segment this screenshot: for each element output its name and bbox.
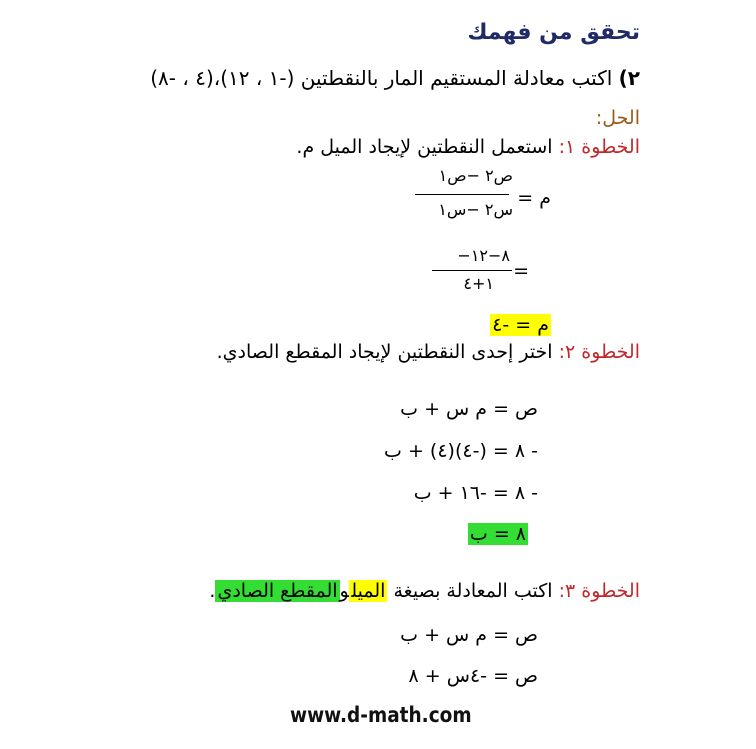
subst-denominator: ١+٤ [463,274,494,293]
intercept-word-highlight: المقطع الصادي [217,580,338,602]
step1-heading [296,136,640,158]
step3-heading [209,580,640,602]
step2-heading [217,341,640,363]
slope-lhs: م = [517,187,551,209]
step2-line-3: - ٨ = -١٦ + ب [413,482,538,504]
step3-connector: و [339,580,350,602]
step2-label: الخطوة ٢: [558,341,640,363]
slope-fraction-bar [415,194,509,195]
step2-text: اختر إحدى النقطتين لإيجاد المقطع الصادي. [216,341,553,363]
question-number: ٢) [618,66,640,90]
subst-numerator: −٨−١٢ [457,246,510,265]
question-text: اكتب معادلة المستقيم المار بالنقطتين (-١ ، ١٢)،(٤ ، -٨) [150,66,613,90]
step1-label: الخطوة ١: [558,136,640,158]
step3-line-2: ص = -٤س + ٨ [408,665,538,687]
slope-numerator: ص٢ −ص١ [438,166,513,185]
step2-line-1: ص = م س + ب [400,398,538,420]
question [150,66,640,90]
step3-end: . [209,580,216,602]
step2-line-2: - ٨ = (-٤)(٤) + ب [384,440,538,462]
step3-line-1: ص = م س + ب [400,624,538,646]
page-title: تحقق من فهمك [467,20,640,45]
slope-word-highlight: الميل [351,580,386,602]
solution-label: الحل: [595,107,640,129]
step1-text: استعمل النقطتين لإيجاد الميل م. [296,136,553,158]
slope-denominator: س٢ −س١ [438,200,513,219]
site-url: www.d-math.com [290,703,472,727]
step3-text: اكتب المعادلة بصيغة [393,580,553,602]
intercept-result [468,523,528,545]
step3-label: الخطوة ٣: [558,580,640,602]
subst-fraction-bar [432,270,512,271]
slope-result-highlight: م = -٤ [492,314,549,336]
subst-equals: = [513,260,529,282]
slope-result [490,314,551,336]
intercept-result-highlight: ٨ = ب [469,523,526,545]
